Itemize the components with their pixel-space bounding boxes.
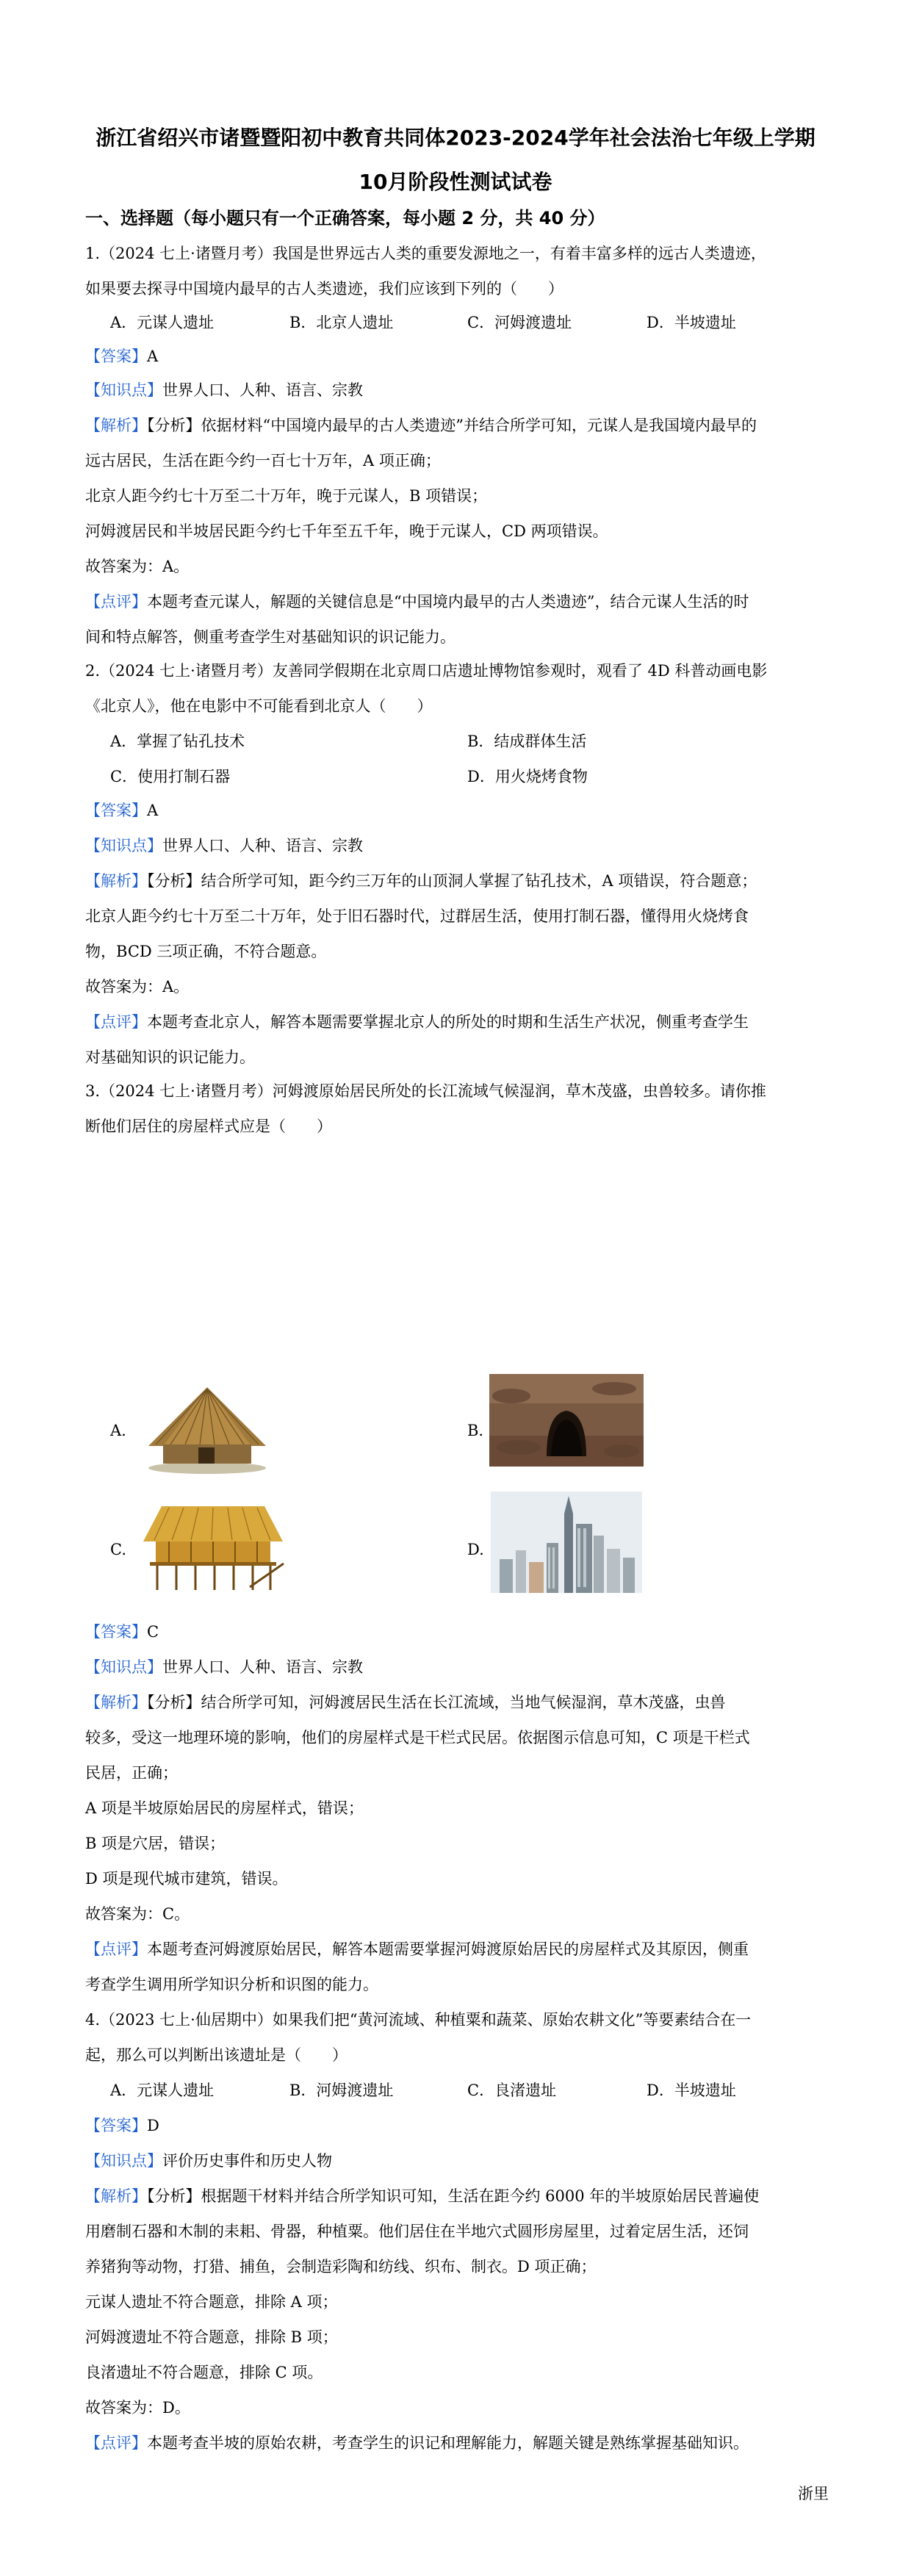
q3-analysis-line7: 故答案为：C。 [85, 1905, 190, 1923]
q4-option-b: B．河姆渡遗址 [289, 2082, 394, 2099]
q3-comment-line1: 【点评】本题考查河姆渡原始居民，解答本题需要掌握河姆渡原始居民的房屋样式及其原因，侧重 [85, 1940, 749, 1958]
q2-comment-line1: 【点评】本题考查北京人，解答本题需要掌握北京人的所处的时期和生活生产状况，侧重考查学生 [85, 1013, 749, 1031]
q3-analysis-line5: B 项是穴居，错误； [85, 1835, 226, 1852]
thatched-hut-image [141, 1381, 273, 1477]
q3-analysis-line1: 【解析】【分析】结合所学可知，河姆渡居民生活在长江流域，当地气候湿润，草木茂盛，虫兽 [85, 1694, 726, 1711]
q3-analysis-line3: 民居，正确； [85, 1764, 178, 1782]
q2-option-c: C．使用打制石器 [110, 768, 231, 785]
answer-tag: 【答案】 [85, 348, 147, 365]
q4-stem-line2: 起，那么可以判断出该遗址是（ ） [85, 2046, 348, 2064]
q4-knowledge: 【知识点】评价历史事件和历史人物 [85, 2152, 332, 2170]
q4-analysis-line4: 元谋人遗址不符合题意，排除 A 项； [85, 2293, 338, 2311]
q1-option-b: B．北京人遗址 [289, 314, 394, 331]
q2-option-b: B．结成群体生活 [467, 733, 587, 750]
q2-option-d: D．用火烧烤食物 [467, 768, 588, 785]
q4-analysis-line7: 故答案为：D。 [85, 2399, 190, 2417]
q1-comment-line1: 【点评】本题考查元谋人，解题的关键信息是“中国境内最早的古人类遗迹”，结合元谋人生活的时 [85, 593, 749, 611]
q1-analysis-line5: 故答案为：A。 [85, 558, 190, 575]
q3-option-d-label: D. [467, 1541, 484, 1558]
q1-option-d: D．半坡遗址 [647, 314, 736, 331]
q1-comment-line2: 间和特点解答，侧重考查学生对基础知识的识记能力。 [85, 628, 455, 646]
cave-image [489, 1374, 644, 1467]
q4-analysis-line2: 用磨制石器和木制的耒耜、骨器，种植粟。他们居住在半地穴式圆形房屋里，过着定居生活，还饲 [85, 2223, 749, 2240]
comment-tag: 【点评】 [85, 593, 147, 611]
q2-analysis-line1: 【解析】【分析】结合所学可知，距今约三万年的山顶洞人掌握了钻孔技术，A 项错误，符合题意； [85, 872, 757, 890]
q3-answer: 【答案】C [85, 1623, 159, 1641]
q2-knowledge: 【知识点】世界人口、人种、语言、宗教 [85, 837, 363, 855]
q3-stem-line1: 3.（2024 七上·诸暨月考）河姆渡原始居民所处的长江流域气候湿润，草木茂盛，虫兽较多。请你推 [85, 1082, 766, 1100]
q3-knowledge: 【知识点】世界人口、人种、语言、宗教 [85, 1658, 363, 1676]
q4-analysis-line5: 河姆渡遗址不符合题意，排除 B 项； [85, 2328, 338, 2346]
section-heading: 一、选择题（每小题只有一个正确答案，每小题 2 分，共 40 分） [85, 208, 605, 229]
q4-comment-line1: 【点评】本题考查半坡的原始农耕，考查学生的识记和理解能力，解题关键是熟练掌握基础知识。 [85, 2434, 749, 2452]
stilt-house-image [140, 1499, 287, 1593]
q1-knowledge [85, 379, 827, 401]
q2-analysis-line4: 故答案为：A。 [85, 978, 190, 996]
exam-title-line2: 10月阶段性测试试卷 [359, 170, 552, 194]
q2-answer-value: A [147, 802, 159, 819]
q4-option-c: C．良渚遗址 [467, 2082, 557, 2099]
q2-analysis-line2: 北京人距今约七十万至二十万年，处于旧石器时代，过群居生活，使用打制石器，懂得用火烧烤食 [85, 907, 749, 925]
q1-analysis-line1: 【解析】【分析】依据材料“中国境内最早的古人类遗迹”并结合所学可知，元谋人是我国境内最早的 [85, 417, 757, 434]
q2-stem-line1: 2.（2024 七上·诸暨月考）友善同学假期在北京周口店遗址博物馆参观时，观看了 4D 科普动画电影 [85, 662, 768, 680]
q4-analysis-line1: 【解析】【分析】根据题干材料并结合所学知识可知，生活在距今约 6000 年的半坡原始居民普遍使 [85, 2187, 760, 2205]
q3-answer-value: C [147, 1623, 159, 1641]
q3-analysis-line2: 较多，受这一地理环境的影响，他们的房屋样式是干栏式民居。依据图示信息可知，C 项是干栏式 [85, 1729, 750, 1746]
q4-option-a: A．元谋人遗址 [110, 2082, 215, 2099]
knowledge-tag: 【知识点】 [85, 381, 162, 399]
q2-stem-line2: 《北京人》，他在电影中不可能看到北京人（ ） [85, 697, 433, 715]
q3-comment-line2: 考查学生调用所学知识分析和识图的能力。 [85, 1976, 378, 1993]
q4-answer-value: D [147, 2117, 159, 2134]
q3-option-b-label: B. [467, 1422, 484, 1439]
q2-answer: 【答案】A [85, 802, 159, 819]
q1-analysis-line3: 北京人距今约七十万至二十万年，晚于元谋人，B 项错误； [85, 487, 488, 505]
q4-analysis-line6: 良渚遗址不符合题意，排除 C 项。 [85, 2364, 323, 2381]
q3-analysis-line4: A 项是半坡原始居民的房屋样式，错误； [85, 1799, 364, 1817]
q1-option-c: C．河姆渡遗址 [467, 314, 572, 331]
q2-option-a: A．掌握了钻孔技术 [110, 733, 245, 750]
q1-option-a: A．元谋人遗址 [110, 314, 215, 331]
q1-stem-line1: 1.（2024 七上·诸暨月考）我国是世界远古人类的重要发源地之一，有着丰富多样的远古人类遗迹， [85, 245, 766, 262]
q4-analysis-line3: 养猪狗等动物，打猎、捕鱼，会制造彩陶和纺线、织布、制衣。D 项正确； [85, 2258, 597, 2275]
q3-option-c-label: C. [110, 1541, 126, 1558]
q2-analysis-line3: 物，BCD 三项正确，不符合题意。 [85, 943, 327, 960]
footer-mark: 浙里 [798, 2485, 829, 2503]
q4-option-d: D．半坡遗址 [647, 2082, 736, 2099]
q1-knowledge-value: 世界人口、人种、语言、宗教 [162, 381, 363, 399]
q1-stem-line2: 如果要去探寻中国境内最早的古人类遗迹，我们应该到下列的（ ） [85, 280, 563, 298]
q3-analysis-line6: D 项是现代城市建筑，错误。 [85, 1870, 288, 1888]
q1-answer-value: A [147, 348, 159, 365]
q1-analysis-line2: 远古居民，生活在距今约一百七十万年，A 项正确； [85, 452, 441, 469]
analysis-tag: 【解析】 [85, 417, 147, 434]
modern-city-image [491, 1492, 642, 1593]
exam-title-line1: 浙江省绍兴市诸暨暨阳初中教育共同体2023-2024学年社会法治七年级上学期 [96, 126, 815, 150]
q3-option-a-label: A. [110, 1422, 126, 1439]
q1-analysis-line4: 河姆渡居民和半坡居民距今约七千年至五千年，晚于元谋人，CD 两项错误。 [85, 522, 608, 540]
q1-answer [85, 345, 827, 367]
q2-comment-line2: 对基础知识的识记能力。 [85, 1048, 255, 1066]
q4-answer: 【答案】D [85, 2117, 159, 2134]
q3-stem-line2: 断他们居住的房屋样式应是（ ） [85, 1118, 332, 1135]
q4-stem-line1: 4.（2023 七上·仙居期中）如果我们把“黄河流域、种植粟和蔬菜、原始农耕文化”等要素结合在一 [85, 2011, 752, 2029]
